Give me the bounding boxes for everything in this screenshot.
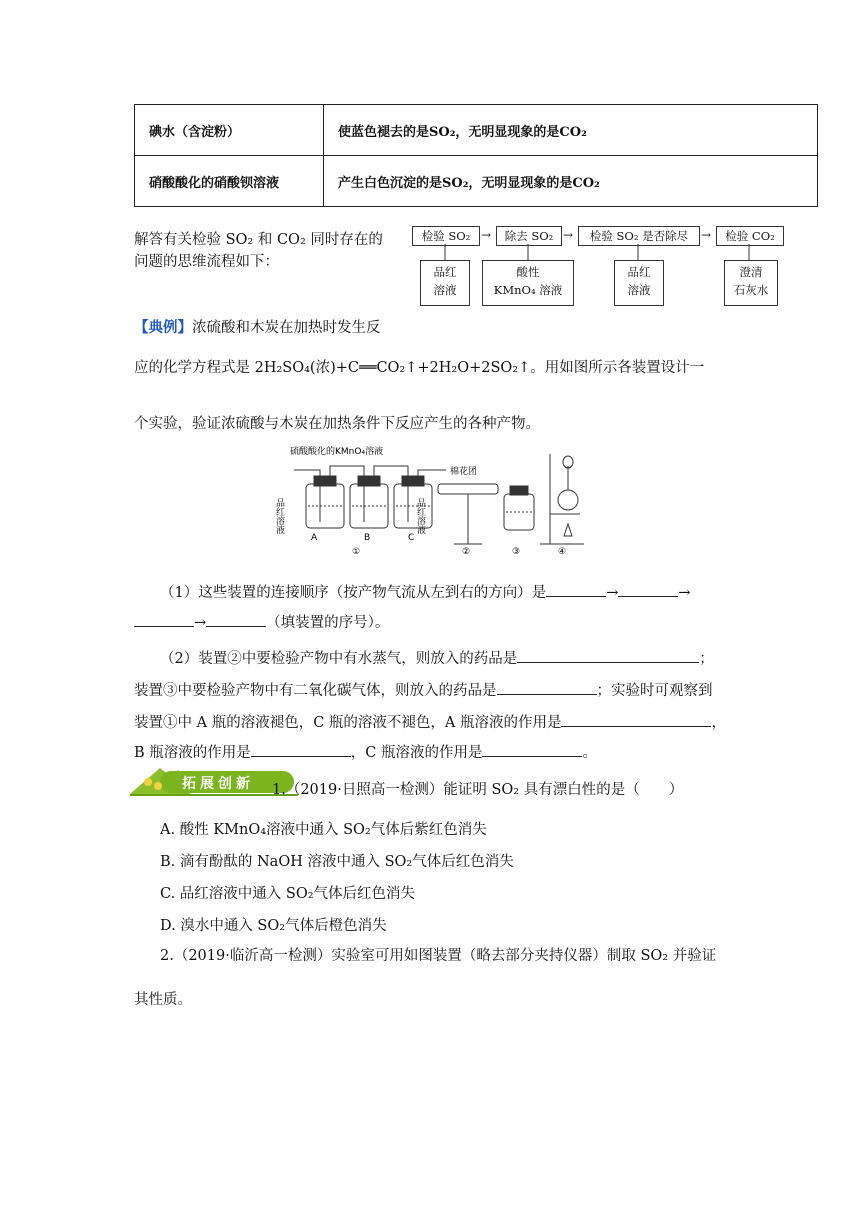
reagent-line: 酸性 bbox=[516, 265, 540, 279]
figure-number: ② bbox=[462, 547, 471, 557]
reagent-line: 溶液 bbox=[433, 283, 457, 297]
reagent-line: KMnO₄ 溶液 bbox=[493, 283, 563, 297]
question-text: （2）装置②中要检验产物中有水蒸气，则放入的药品是 bbox=[160, 651, 518, 667]
figure-side-label-left: 品红溶液 bbox=[274, 498, 284, 534]
question-text: ，C 瓶溶液的作用是 bbox=[350, 745, 483, 761]
reagent-line: 石灰水 bbox=[733, 283, 769, 297]
flow-reagent-box bbox=[724, 260, 778, 306]
answer-blank[interactable] bbox=[482, 742, 582, 757]
bottle-label: B bbox=[364, 533, 371, 543]
flow-reagent-box bbox=[614, 260, 664, 306]
figure-side-label-right: 品红溶液 bbox=[415, 498, 425, 534]
flow-step-box: 检验 CO₂ bbox=[716, 226, 784, 246]
question-2-line2 bbox=[134, 680, 713, 701]
extension-q2-line2: 其性质。 bbox=[134, 992, 192, 1008]
comparison-table bbox=[134, 104, 818, 207]
table-cell-reagent: 硝酸酸化的硝酸钡溶液 bbox=[135, 156, 324, 207]
question-2-line1: （2）装置②中要检验产物中有水蒸气，则放入的药品是 ； bbox=[160, 648, 714, 669]
question-text: （填装置的序号）。 bbox=[266, 615, 390, 631]
table-cell-result: 产生白色沉淀的是SO₂，无明显现象的是CO₂ bbox=[324, 156, 818, 207]
table-row bbox=[135, 105, 818, 156]
bottle-label: C bbox=[408, 533, 415, 543]
table-row bbox=[135, 156, 818, 207]
figure-number: ④ bbox=[558, 547, 567, 557]
answer-blank[interactable] bbox=[206, 612, 266, 627]
extension-q2-line1: 2.（2019·临沂高一检测）实验室可用如图装置（略去部分夹持仪器）制取 SO₂ 并验证 bbox=[160, 948, 717, 964]
answer-blank[interactable] bbox=[497, 680, 597, 695]
flow-intro-line2: 问题的思维流程如下： bbox=[134, 254, 279, 270]
question-text: ；实验时可观察到 bbox=[596, 683, 713, 699]
banner-text: 拓展创新 bbox=[182, 776, 254, 792]
table-cell-reagent: 碘水（含淀粉） bbox=[135, 105, 324, 156]
arrow-right-icon: → bbox=[563, 228, 574, 242]
option-d: D. 溴水中通入 SO₂气体后橙色消失 bbox=[160, 918, 387, 934]
option-c: C. 品红溶液中通入 SO₂气体后红色消失 bbox=[160, 886, 416, 902]
cotton-label: 棉花团 bbox=[450, 467, 478, 477]
example-line1 bbox=[134, 318, 381, 338]
reagent-line: 澄清 bbox=[739, 265, 763, 279]
option-b: B. 滴有酚酞的 NaOH 溶液中通入 SO₂气体后红色消失 bbox=[160, 854, 514, 870]
answer-blank[interactable] bbox=[251, 742, 351, 757]
figure-top-label: 硫酸酸化的KMnO₄溶液 bbox=[290, 447, 384, 457]
answer-blank[interactable] bbox=[134, 612, 194, 627]
question-text: （1）这些装置的连接顺序（按产物气流从左到右的方向）是 bbox=[160, 585, 547, 601]
arrow-right-icon: → bbox=[701, 228, 712, 242]
extension-q1-stem: 1.（2019·日照高一检测）能证明 SO₂ 具有漂白性的是（ ） bbox=[272, 782, 684, 798]
example-line2: 应的化学方程式是 2H₂SO₄(浓)+C══CO₂↑+2H₂O+2SO₂↑。用如图所示各装置设计一 bbox=[134, 360, 705, 376]
example-tag: 【典例】 bbox=[134, 319, 192, 336]
question-text: 装置①中 A 瓶的溶液褪色，C 瓶的溶液不褪色，A 瓶溶液的作用是 bbox=[134, 715, 562, 731]
flow-intro-line1: 解答有关检验 SO₂ 和 CO₂ 同时存在的 bbox=[134, 232, 383, 248]
answer-blank[interactable] bbox=[618, 582, 678, 597]
reagent-line: 品红 bbox=[433, 265, 457, 279]
example-line3: 个实验，验证浓硫酸与木炭在加热条件下反应产生的各种产物。 bbox=[134, 416, 540, 432]
figure-number: ① bbox=[352, 547, 361, 557]
example-text: 浓硫酸和木炭在加热时发生反 bbox=[192, 320, 381, 336]
question-2-line3: 装置①中 A 瓶的溶液褪色，C 瓶的溶液不褪色，A 瓶溶液的作用是 ， bbox=[134, 712, 726, 733]
figure-number: ③ bbox=[512, 547, 521, 557]
reagent-line: 品红 bbox=[627, 265, 651, 279]
option-a: A. 酸性 KMnO₄溶液中通入 SO₂气体后紫红色消失 bbox=[160, 822, 487, 838]
flow-step-box: 除去 SO₂ bbox=[496, 226, 562, 246]
question-text: B 瓶溶液的作用是 bbox=[134, 745, 251, 761]
answer-blank[interactable] bbox=[517, 648, 699, 663]
question-1-line1: （1）这些装置的连接顺序（按产物气流从左到右的方向）是 → → bbox=[160, 582, 691, 603]
answer-blank[interactable] bbox=[546, 582, 606, 597]
question-1-line2: → （填装置的序号）。 bbox=[134, 612, 389, 633]
flow-step-box: 检验 SO₂ 是否除尽 bbox=[578, 226, 700, 246]
flow-reagent-box bbox=[420, 260, 470, 306]
apparatus-figure bbox=[274, 444, 588, 560]
flow-step-box: 检验 SO₂ bbox=[412, 226, 480, 246]
bottle-label: A bbox=[311, 533, 318, 543]
question-text: 装置③中要检验产物中有二氧化碳气体，则放入的药品是 bbox=[134, 683, 497, 699]
arrow-right-icon: → bbox=[481, 228, 492, 242]
flow-reagent-box bbox=[482, 260, 574, 306]
reagent-line: 溶液 bbox=[627, 283, 651, 297]
question-2-line4: B 瓶溶液的作用是 ，C 瓶溶液的作用是 。 bbox=[134, 742, 597, 763]
table-cell-result: 使蓝色褪去的是SO₂，无明显现象的是CO₂ bbox=[324, 105, 818, 156]
answer-blank[interactable] bbox=[561, 712, 711, 727]
